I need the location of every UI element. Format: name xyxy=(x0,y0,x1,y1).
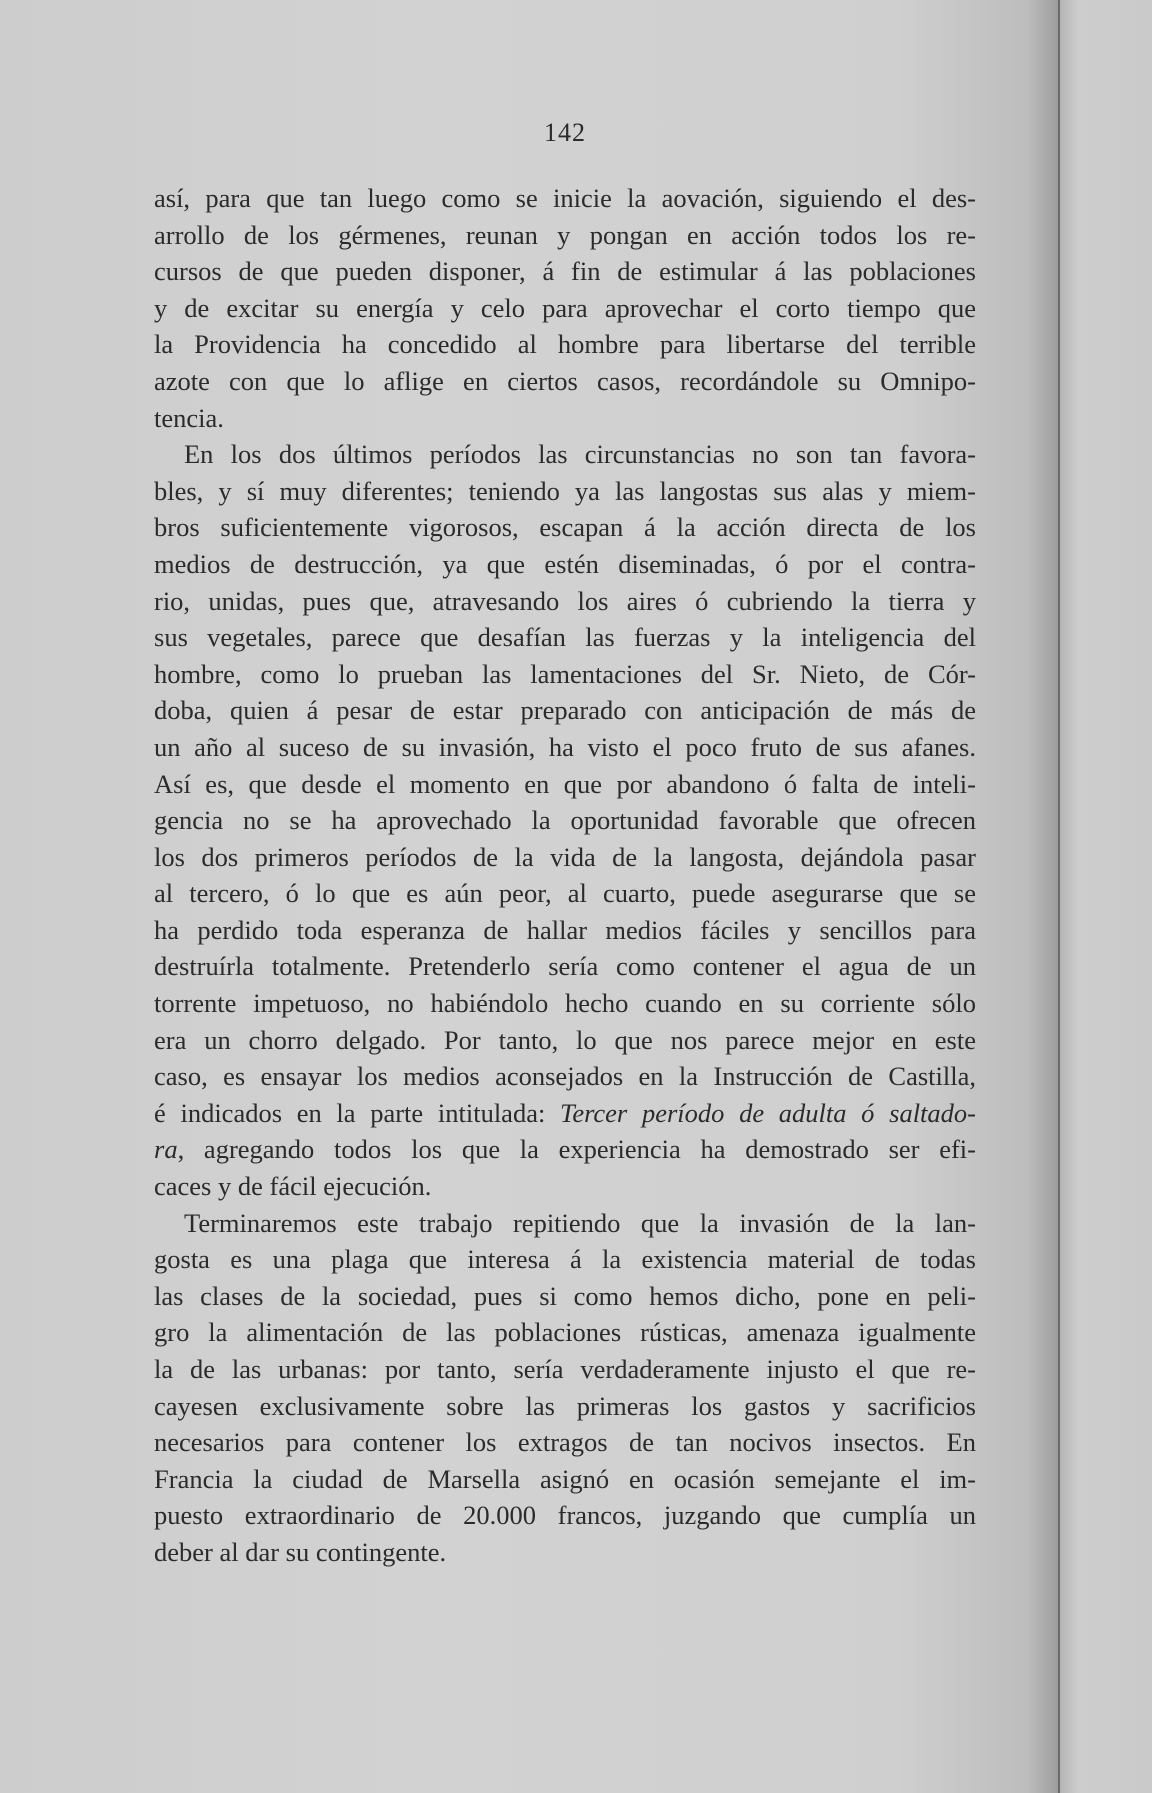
page-number: 142 xyxy=(544,118,586,147)
text-line: Francia la ciudad de Marsella asignó en ocasión semejante el im- xyxy=(154,1463,976,1494)
text-line: deber al dar su contingente. xyxy=(154,1536,447,1567)
text-line: al tercero, ó lo que es aún peor, al cuarto, puede asegurarse que se xyxy=(154,878,976,909)
paragraph-1 xyxy=(154,180,976,436)
text-line: cursos de que pueden disponer, á fin de estimular á las poblaciones xyxy=(154,256,976,287)
text-line: la de las urbanas: por tanto, sería verdaderamente injusto el que re- xyxy=(154,1354,976,1384)
body-text xyxy=(154,180,976,1571)
text-line: doba, quien á pesar de estar preparado con anticipación de más de xyxy=(154,695,976,726)
text-line: medios de destrucción, ya que estén diseminadas, ó por el contra- xyxy=(154,548,976,579)
text-line: bles, y sí muy diferentes; teniendo ya las langostas sus alas y miem- xyxy=(154,475,976,506)
text-line: caso, es ensayar los medios aconsejados en la Instrucción de Castilla, xyxy=(154,1061,976,1092)
paragraph-3 xyxy=(154,1205,976,1571)
text-line: rio, unidas, pues que, atravesando los aires ó cubriendo la tierra y xyxy=(154,585,976,616)
text-line: y de excitar su energía y celo para aprovechar el corto tiempo que xyxy=(154,292,976,323)
text-line: arrollo de los gérmenes, reunan y pongan en acción todos los re- xyxy=(154,219,976,250)
text-line: así, para que tan luego como se inicie la aovación, siguiendo el des- xyxy=(154,183,976,213)
text-line: la Providencia ha concedido al hombre para libertarse del terrible xyxy=(154,329,976,360)
text-segment: é indicados en la parte intitulada: xyxy=(154,1097,561,1128)
adjacent-page-edge xyxy=(1058,0,1152,1793)
italic-section-title-continued: ra xyxy=(154,1134,178,1165)
text-line: En los dos últimos períodos las circunstancias no son tan favora- xyxy=(184,439,976,470)
text-line: tencia. xyxy=(154,402,224,433)
text-line: gosta es una plaga que interesa á la existencia material de todas xyxy=(154,1244,976,1275)
italic-section-title: Tercer período de adulta ó saltado- xyxy=(560,1097,976,1128)
text-line: era un chorro delgado. Por tanto, lo que nos parece mejor en este xyxy=(154,1024,976,1055)
text-line: las clases de la sociedad, pues si como hemos dicho, pone en peli- xyxy=(154,1280,976,1311)
text-line: necesarios para contener los extragos de tan nocivos insectos. En xyxy=(154,1427,976,1458)
paragraph-2 xyxy=(154,436,976,1204)
text-line: caces y de fácil ejecución. xyxy=(154,1171,432,1202)
text-line: puesto extraordinario de 20.000 francos, juzgando que cumplía un xyxy=(154,1500,976,1531)
text-line: los dos primeros períodos de la vida de la langosta, dejándola pasar xyxy=(154,841,976,872)
text-line: hombre, como lo prueban las lamentaciones del Sr. Nieto, de Cór- xyxy=(154,658,976,689)
text-line: gencia no se ha aprovechado la oportunidad favorable que ofrecen xyxy=(154,805,976,836)
text-line: torrente impetuoso, no habiéndolo hecho cuando en su corriente sólo xyxy=(154,988,976,1019)
text-line: cayesen exclusivamente sobre las primeras los gastos y sacrificios xyxy=(154,1390,976,1421)
text-line: ha perdido toda esperanza de hallar medios fáciles y sencillos para xyxy=(154,914,976,945)
text-line: bros suficientemente vigorosos, escapan á la acción directa de los xyxy=(154,512,976,543)
text-line: destruírla totalmente. Pretenderlo sería como contener el agua de un xyxy=(154,951,976,982)
text-line: Así es, que desde el momento en que por abandono ó falta de inteli- xyxy=(154,768,976,799)
text-line: sus vegetales, parece que desafían las fuerzas y la inteligencia del xyxy=(154,622,976,653)
text-line: Terminaremos este trabajo repitiendo que la invasión de la lan- xyxy=(184,1207,976,1238)
text-line-with-italic-title xyxy=(154,1095,976,1132)
text-segment: , agregando todos los que la experiencia ha demostrado ser efi- xyxy=(177,1134,976,1165)
text-line: un año al suceso de su invasión, ha visto el poco fruto de sus afanes. xyxy=(154,731,976,762)
text-line-with-italic-title xyxy=(154,1131,976,1168)
text-line: gro la alimentación de las poblaciones rústicas, amenaza igualmente xyxy=(154,1317,976,1348)
text-line: azote con que lo aflige en ciertos casos, recordándole su Omnipo- xyxy=(154,365,976,396)
